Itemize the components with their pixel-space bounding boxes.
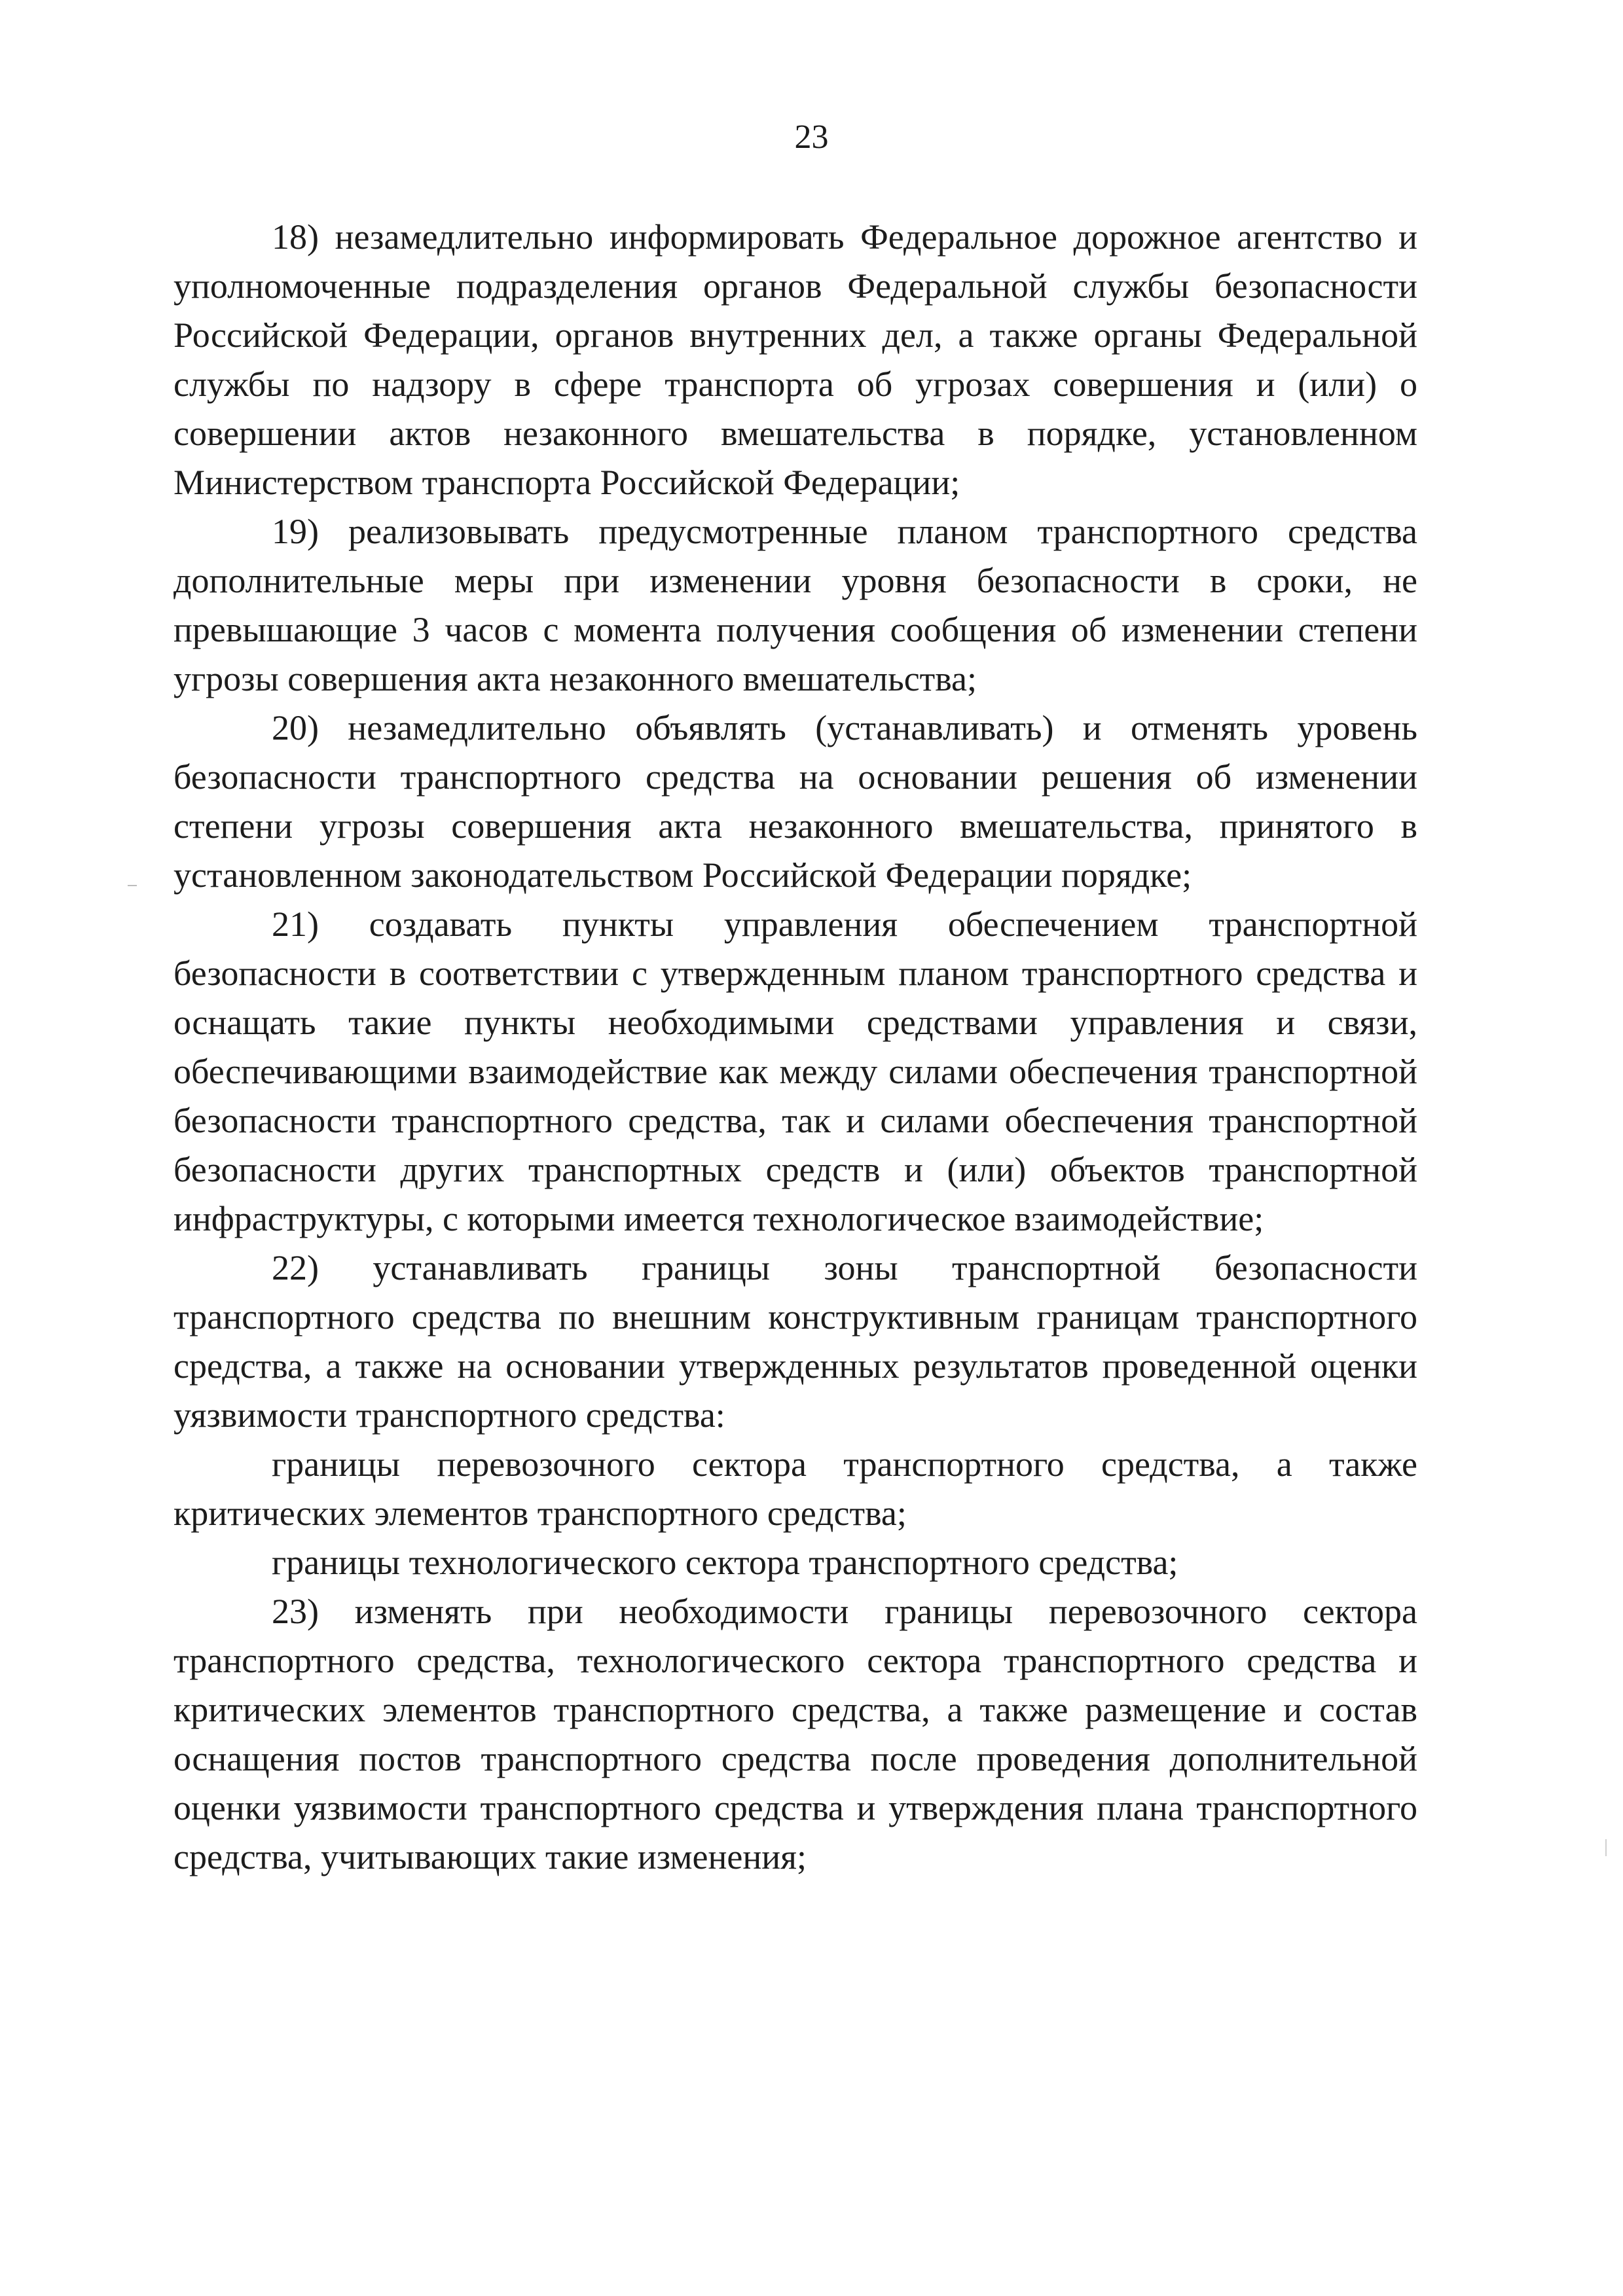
paragraph-item-22-subitem-2: границы технологического сектора транспортного средства; bbox=[272, 1543, 1178, 1582]
paragraph-item-23: 23) изменять при необходимости границы перевозочного сектора транспортного средства, технологического сектора транспортного средства и критических элементов транспортного средства, а также размещение и состав оснащения постов транспортного средства после проведения дополнительной оценки уязвимости транспортного средства и утверждения плана транспортного средства, учитывающих такие изменения; bbox=[173, 1592, 1417, 1876]
paragraph-item-18: 18) незамедлительно информировать Федеральное дорожное агентство и уполномоченные подразделения органов Федеральной службы безопасности Российской Федерации, органов внутренних дел, а также органы Федеральной службы по надзору в сфере транспорта об угрозах совершения и (или) о совершении актов незаконного вмешательства в порядке, установленном Министерством транспорта Российской Федерации; bbox=[173, 217, 1417, 502]
page-number: 23 bbox=[794, 118, 829, 156]
document-body bbox=[173, 213, 1417, 1882]
paragraph-item-19: 19) реализовывать предусмотренные планом транспортного средства дополнительные меры при изменении уровня безопасности в сроки, не превышающие 3 часов с момента получения сообщения об изменении степени угрозы совершения акта незаконного вмешательства; bbox=[173, 512, 1417, 698]
scan-margin-mark-left bbox=[128, 885, 137, 886]
paragraph-item-21: 21) создавать пункты управления обеспечением транспортной безопасности в соответствии с утвержденным планом транспортного средства и оснащать такие пункты необходимыми средствами управления и связи, обеспечивающими взаимодействие как между силами обеспечения транспортной безопасности транспортного средства, так и силами обеспечения транспортной безопасности других транспортных средств и (или) объектов транспортной инфраструктуры, с которыми имеется технологическое взаимодействие; bbox=[173, 905, 1417, 1238]
paragraph-item-22: 22) устанавливать границы зоны транспортной безопасности транспортного средства по внешним конструктивным границам транспортного средства, а также на основании утвержденных результатов проведенной оценки уязвимости транспортного средства: bbox=[173, 1248, 1417, 1435]
scan-margin-mark-right bbox=[1605, 1839, 1607, 1856]
paragraph-item-22-subitem-1: границы перевозочного сектора транспортного средства, а также критических элементов транспортного средства; bbox=[173, 1444, 1417, 1533]
paragraph-item-20: 20) незамедлительно объявлять (устанавливать) и отменять уровень безопасности транспортного средства на основании решения об изменении степени угрозы совершения акта незаконного вмешательства, принятого в установленном законодательством Российской Федерации порядке; bbox=[173, 708, 1417, 895]
